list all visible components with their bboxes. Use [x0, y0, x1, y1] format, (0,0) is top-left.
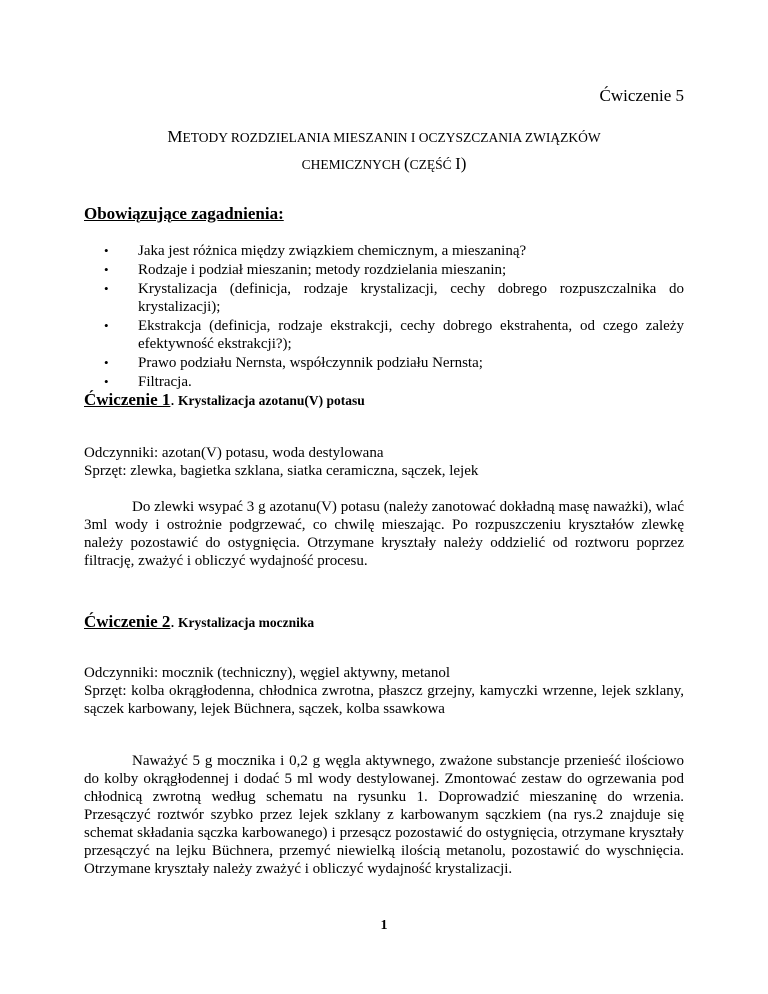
- exercise-1-label: Ćwiczenie 1: [84, 390, 171, 409]
- exercise-2-procedure: Naważyć 5 g mocznika i 0,2 g węgla aktywnego, zważone substancje przenieść ilościowo do kolby okrągłodennej i dodać 5 ml wody destylowanej. Zmontować zestaw do ogrzewania pod chłodnicą zwrotną według schematu na rysunku 1. Doprowadzić mieszaninę do wrzenia. Przesączyć roztwór szybko przez lejek szklany z karbowanym sączkiem (na rys.2 znajduje się schemat składania sączka karbowanego) i przesącz pozostawić do ostygnięcia, otrzymane kryształy przesączyć na lejku Büchnera, przemyć niewielką ilością metanolu, pozostawić do wyschnięcia. Otrzymane kryształy należy zważyć i obliczyć wydajność krystalizacji.: [84, 753, 684, 877]
- title-roman-one: I): [455, 154, 467, 173]
- list-item: [84, 373, 684, 391]
- exercise-2-label: Ćwiczenie 2: [84, 612, 171, 631]
- exercise-2-reagents: Odczynniki: mocznik (techniczny), węgiel aktywny, metanol: [84, 665, 450, 681]
- exercise-2-subtitle: Krystalizacja mocznika: [174, 615, 315, 630]
- exercise-2-dot: .: [170, 612, 175, 631]
- list-item-text: Krystalizacja (definicja, rodzaje krystalizacji, cechy dobrego rozpuszczalnika do krystalizacji);: [138, 281, 684, 315]
- exercise-2-equipment: Sprzęt: kolba okrągłodenna, chłodnica zwrotna, płaszcz grzejny, kamyczki wrzenne, lejek szklany, sączek karbowany, lejek Büchnera, sączek, kolba ssawkowa: [84, 683, 684, 717]
- document-title: [84, 124, 684, 178]
- bullet-icon: •: [104, 355, 109, 370]
- list-item-text: Filtracja.: [138, 374, 192, 390]
- bullet-icon: •: [104, 243, 109, 258]
- exercise-1-heading: [84, 390, 365, 410]
- list-item: [84, 242, 684, 260]
- list-item: [84, 261, 684, 279]
- list-item: [84, 354, 684, 372]
- list-item: [84, 280, 684, 316]
- bullet-icon: •: [104, 262, 109, 277]
- exercise-number: Ćwiczenie 5: [599, 86, 684, 105]
- title-line-1: [84, 124, 684, 151]
- list-item-text: Rodzaje i podział mieszanin; metody rozdzielania mieszanin;: [138, 262, 507, 278]
- list-item-text: Ekstrakcja (definicja, rodzaje ekstrakcji, cechy dobrego ekstrahenta, od czego zależy efektywność ekstrakcji?);: [138, 318, 684, 352]
- topics-heading: Obowiązujące zagadnienia:: [84, 204, 284, 223]
- topics-list: [84, 242, 684, 392]
- bullet-icon: •: [104, 281, 109, 296]
- exercise-1-subtitle: Krystalizacja azotanu(V) potasu: [174, 393, 365, 408]
- exercise-1-procedure: Do zlewki wsypać 3 g azotanu(V) potasu (należy zanotować dokładną masę naważki), wlać 3ml wody i ostrożnie podgrzewać, co chwilę mieszając. Po rozpuszczeniu kryształów zlewkę należy pozostawić do ostygnięcia. Otrzymane kryształy należy oddzielić od roztworu poprzez filtrację, zważyć i obliczyć wydajność procesu.: [84, 499, 684, 569]
- title-paren-open: (: [404, 154, 410, 173]
- title-line-2-part-1: CHEMICZNYCH: [301, 157, 404, 172]
- title-line-2-part-2: CZĘŚĆ: [409, 157, 456, 172]
- exercise-1-equipment: Sprzęt: zlewka, bagietka szklana, siatka ceramiczna, sączek, lejek: [84, 463, 479, 479]
- title-line-1-rest: ETODY ROZDZIELANIA MIESZANIN I OCZYSZCZANIA ZWIĄZKÓW: [182, 130, 601, 145]
- bullet-icon: •: [104, 374, 109, 389]
- exercise-2-heading: [84, 612, 314, 632]
- bullet-icon: •: [104, 318, 109, 333]
- exercise-1-dot: .: [170, 390, 175, 409]
- title-cap-m: M: [167, 127, 183, 146]
- list-item-text: Jaka jest różnica między związkiem chemicznym, a mieszaniną?: [138, 243, 527, 259]
- list-item: [84, 317, 684, 353]
- exercise-1-reagents: Odczynniki: azotan(V) potasu, woda destylowana: [84, 445, 384, 461]
- title-line-2: [84, 151, 684, 178]
- list-item-text: Prawo podziału Nernsta, współczynnik podziału Nernsta;: [138, 355, 483, 371]
- page-number: 1: [380, 918, 388, 933]
